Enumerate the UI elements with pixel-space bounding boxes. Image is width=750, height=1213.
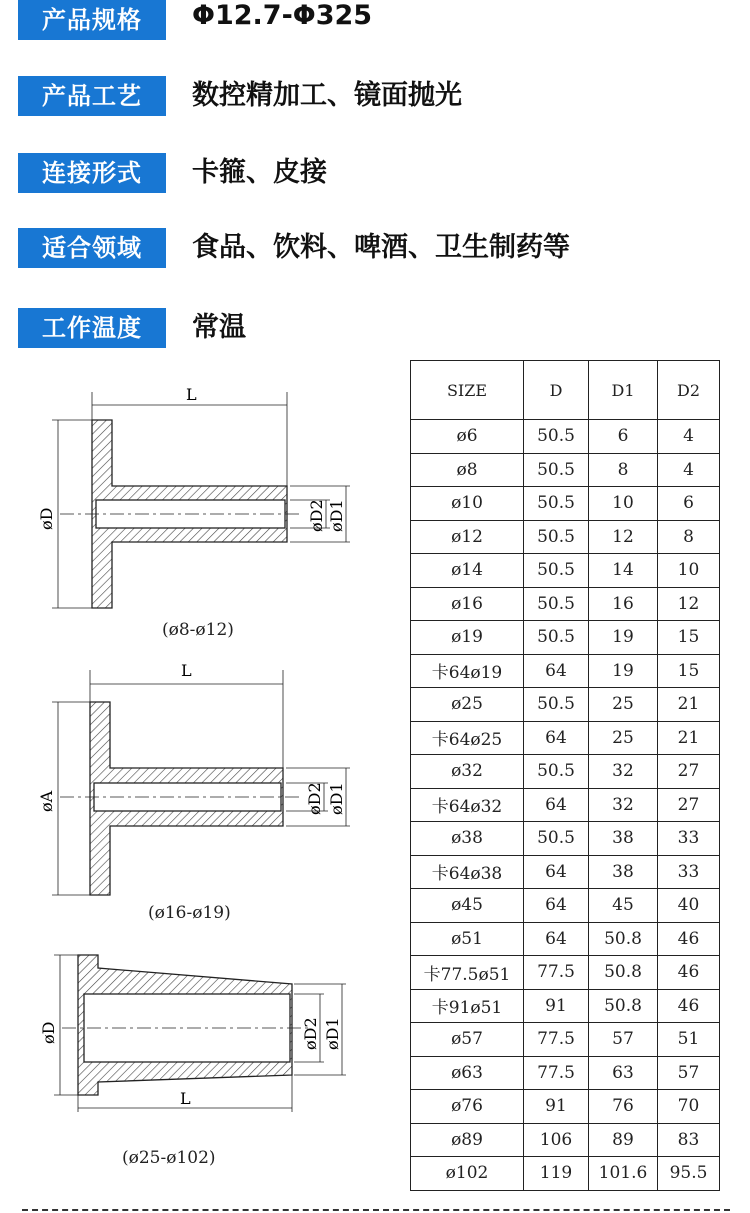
diagram-2-L-label: L — [181, 661, 192, 680]
diagram-2-A-label: øA — [37, 790, 56, 812]
table-header-row — [411, 361, 720, 420]
table-row — [411, 855, 720, 889]
table-row — [411, 889, 720, 923]
table-cell: ø6 — [411, 420, 524, 454]
table-row — [411, 1023, 720, 1057]
table-cell: ø16 — [411, 587, 524, 621]
table-row — [411, 788, 720, 822]
table-cell: ø63 — [411, 1056, 524, 1090]
table-cell: 46 — [658, 989, 720, 1023]
table-cell: 50.5 — [524, 822, 589, 856]
col-header-d: D — [524, 361, 589, 420]
table-cell: 50.5 — [524, 420, 589, 454]
table-cell: ø89 — [411, 1123, 524, 1157]
table-cell: 50.5 — [524, 554, 589, 588]
table-cell: 50.5 — [524, 520, 589, 554]
table-cell: 卡64ø38 — [411, 855, 524, 889]
table-cell: ø102 — [411, 1157, 524, 1191]
table-cell: 15 — [658, 654, 720, 688]
table-cell: 57 — [658, 1056, 720, 1090]
spec-value: 数控精加工、镜面抛光 — [192, 80, 462, 111]
table-cell: 91 — [524, 1090, 589, 1124]
table-cell: 51 — [658, 1023, 720, 1057]
table-cell: 40 — [658, 889, 720, 923]
table-cell: 19 — [589, 621, 658, 655]
table-cell: 64 — [524, 788, 589, 822]
diagram-2-caption: (ø16-ø19) — [148, 903, 231, 923]
spec-value: 卡箍、皮接 — [192, 157, 327, 188]
size-table — [410, 360, 720, 1191]
table-row — [411, 587, 720, 621]
diagram-3-caption: (ø25-ø102) — [122, 1148, 216, 1168]
diagram-1 — [52, 392, 350, 608]
table-cell: 8 — [658, 520, 720, 554]
table-cell: 4 — [658, 420, 720, 454]
spec-label: 产品规格 — [18, 0, 166, 40]
table-cell: 卡77.5ø51 — [411, 956, 524, 990]
spec-label: 适合领域 — [18, 228, 166, 268]
diagram-1-D2-label: øD2 — [307, 499, 326, 532]
table-row — [411, 1090, 720, 1124]
table-cell: 8 — [589, 453, 658, 487]
table-row — [411, 554, 720, 588]
table-cell: 119 — [524, 1157, 589, 1191]
table-row — [411, 420, 720, 454]
table-row — [411, 621, 720, 655]
table-cell: 64 — [524, 855, 589, 889]
table-row — [411, 956, 720, 990]
table-cell: 77.5 — [524, 956, 589, 990]
table-cell: 卡91ø51 — [411, 989, 524, 1023]
table-cell: 27 — [658, 788, 720, 822]
col-header-d2: D2 — [658, 361, 720, 420]
bottom-divider — [22, 1209, 730, 1211]
table-cell: 38 — [589, 822, 658, 856]
table-cell: ø38 — [411, 822, 524, 856]
table-row — [411, 822, 720, 856]
table-row — [411, 520, 720, 554]
table-cell: 63 — [589, 1056, 658, 1090]
table-cell: 77.5 — [524, 1056, 589, 1090]
table-cell: ø25 — [411, 688, 524, 722]
table-cell: ø12 — [411, 520, 524, 554]
table-cell: 50.5 — [524, 487, 589, 521]
table-cell: 50.5 — [524, 755, 589, 789]
table-cell: 50.5 — [524, 453, 589, 487]
table-cell: 6 — [658, 487, 720, 521]
table-row — [411, 487, 720, 521]
table-cell: 25 — [589, 721, 658, 755]
table-cell: ø51 — [411, 922, 524, 956]
table-cell: 46 — [658, 922, 720, 956]
table-cell: 64 — [524, 922, 589, 956]
table-row — [411, 989, 720, 1023]
table-cell: 89 — [589, 1123, 658, 1157]
table-cell: 101.6 — [589, 1157, 658, 1191]
table-cell: 77.5 — [524, 1023, 589, 1057]
spec-value: Φ12.7-Φ325 — [192, 0, 373, 31]
table-cell: 64 — [524, 654, 589, 688]
diagram-2-D1-label: øD1 — [327, 782, 346, 815]
table-cell: 4 — [658, 453, 720, 487]
table-cell: 15 — [658, 621, 720, 655]
table-cell: 83 — [658, 1123, 720, 1157]
diagram-1-D1-label: øD1 — [327, 499, 346, 532]
col-header-d1: D1 — [589, 361, 658, 420]
spec-label: 产品工艺 — [18, 76, 166, 116]
table-cell: 50.5 — [524, 587, 589, 621]
table-cell: 卡64ø19 — [411, 654, 524, 688]
table-cell: 50.5 — [524, 688, 589, 722]
table-cell: ø14 — [411, 554, 524, 588]
spec-label: 工作温度 — [18, 308, 166, 348]
diagram-3-D1-label: øD1 — [323, 1017, 342, 1050]
table-cell: 卡64ø25 — [411, 721, 524, 755]
table-cell: ø8 — [411, 453, 524, 487]
table-cell: 16 — [589, 587, 658, 621]
table-cell: 21 — [658, 688, 720, 722]
spec-label: 连接形式 — [18, 153, 166, 193]
table-cell: 25 — [589, 688, 658, 722]
table-cell: 91 — [524, 989, 589, 1023]
table-cell: 33 — [658, 822, 720, 856]
table-cell: 33 — [658, 855, 720, 889]
table-cell: 64 — [524, 889, 589, 923]
table-cell: ø76 — [411, 1090, 524, 1124]
diagram-1-D-label: øD — [37, 507, 56, 530]
table-cell: ø32 — [411, 755, 524, 789]
diagram-1-L-label: L — [186, 385, 197, 404]
table-cell: 10 — [589, 487, 658, 521]
table-row — [411, 755, 720, 789]
table-cell: 12 — [589, 520, 658, 554]
col-header-size: SIZE — [411, 361, 524, 420]
table-cell: 27 — [658, 755, 720, 789]
table-cell: 76 — [589, 1090, 658, 1124]
table-cell: 95.5 — [658, 1157, 720, 1191]
table-cell: ø57 — [411, 1023, 524, 1057]
table-cell: 12 — [658, 587, 720, 621]
table-cell: 50.5 — [524, 621, 589, 655]
table-row — [411, 1123, 720, 1157]
table-cell: 46 — [658, 956, 720, 990]
diagram-3-L-label: L — [180, 1089, 191, 1108]
table-cell: 14 — [589, 554, 658, 588]
table-row — [411, 1056, 720, 1090]
table-cell: 21 — [658, 721, 720, 755]
table-cell: 50.8 — [589, 956, 658, 990]
table-cell: ø19 — [411, 621, 524, 655]
table-cell: 50.8 — [589, 922, 658, 956]
table-cell: 106 — [524, 1123, 589, 1157]
table-row — [411, 922, 720, 956]
table-cell: 70 — [658, 1090, 720, 1124]
spec-value: 常温 — [192, 312, 246, 343]
table-row — [411, 721, 720, 755]
table-cell: 45 — [589, 889, 658, 923]
table-cell: 32 — [589, 788, 658, 822]
table-row — [411, 688, 720, 722]
diagram-1-caption: (ø8-ø12) — [162, 620, 234, 640]
table-cell: 38 — [589, 855, 658, 889]
table-cell: 64 — [524, 721, 589, 755]
diagram-2-D2-label: øD2 — [305, 782, 324, 815]
table-cell: 卡64ø32 — [411, 788, 524, 822]
table-cell: 19 — [589, 654, 658, 688]
table-row — [411, 654, 720, 688]
table-cell: 32 — [589, 755, 658, 789]
table-cell: ø10 — [411, 487, 524, 521]
table-cell: 50.8 — [589, 989, 658, 1023]
table-cell: 6 — [589, 420, 658, 454]
table-cell: 57 — [589, 1023, 658, 1057]
diagram-3-D-label: øD — [39, 1021, 58, 1044]
table-row — [411, 453, 720, 487]
table-cell: 10 — [658, 554, 720, 588]
table-row — [411, 1157, 720, 1191]
spec-value: 食品、饮料、啤酒、卫生制药等 — [192, 232, 570, 263]
table-cell: ø45 — [411, 889, 524, 923]
diagram-3-D2-label: øD2 — [301, 1017, 320, 1050]
